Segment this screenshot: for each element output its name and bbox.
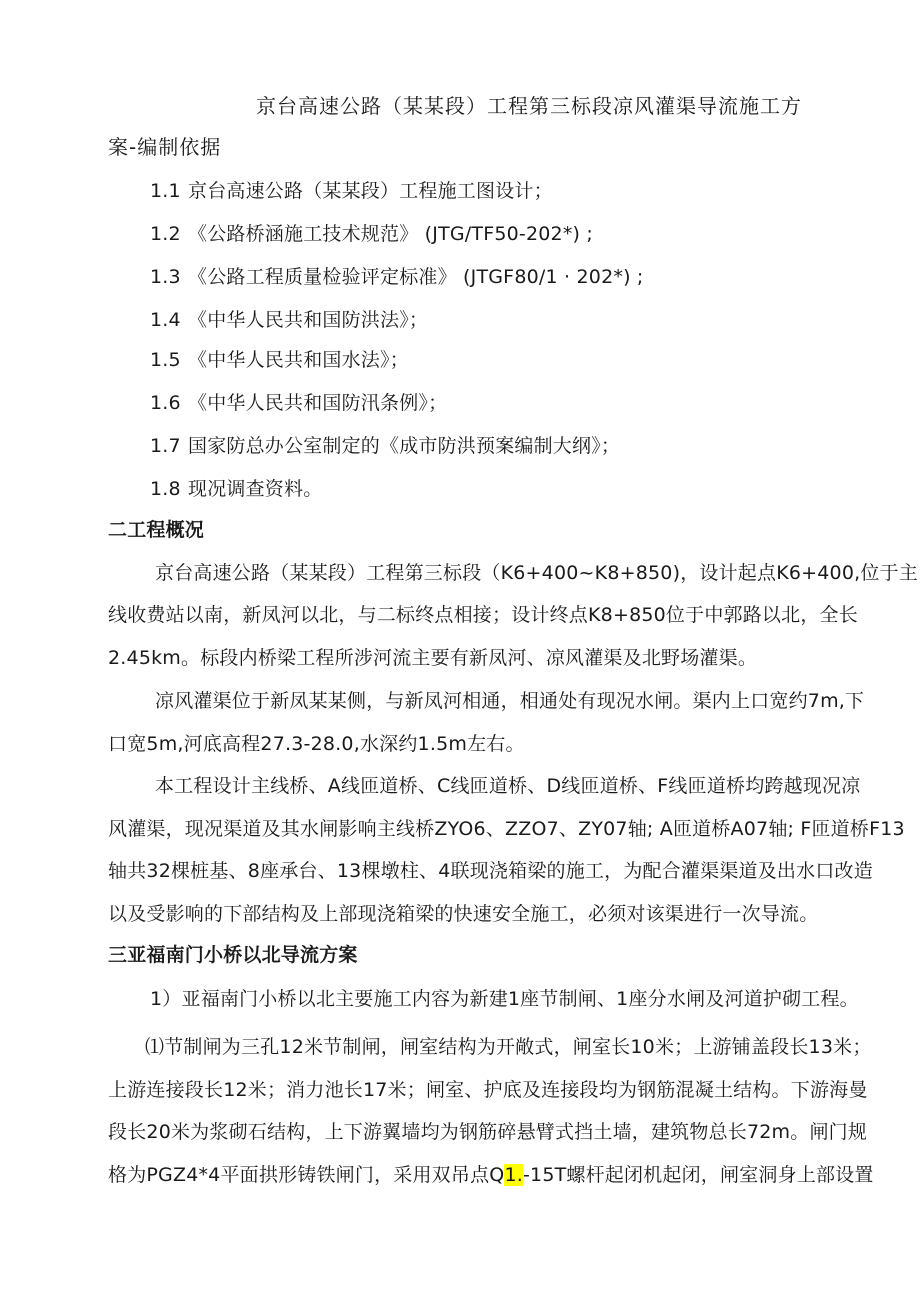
doc-title-line2: 案-编制依据 xyxy=(108,135,222,159)
basis-item-number: 1.8 xyxy=(150,478,181,500)
highlighted-text: 1. xyxy=(504,1164,523,1186)
basis-item-text: 《中华人民共和国防汛条例》； xyxy=(188,392,448,414)
section2-p1-line: 京台高速公路（某某段）工程第三标段（K6+400~K8+850)，设计起点K6+400,位于主 xyxy=(155,562,918,584)
section2-p1-line: 线收费站以南，新凤河以北，与二标终点相接；设计终点K8+850位于中郭路以北，全长 xyxy=(108,604,858,626)
basis-item-text: 《公路工程质量检验评定标准》 (JTGF80/1 · 202*) ; xyxy=(188,266,644,288)
basis-item-text: 《中华人民共和国防洪法》； xyxy=(188,309,429,331)
basis-item-number: 1.1 xyxy=(150,180,181,202)
basis-item-number: 1.6 xyxy=(150,392,181,414)
basis-item-number: 1.2 xyxy=(150,223,181,245)
basis-item xyxy=(150,176,553,206)
basis-item-text: 京台高速公路（某某段）工程施工图设计； xyxy=(188,180,553,202)
section3-p1-line: ⑴节制闸为三孔12米节制闸，闸室结构为开敞式，闸室长10米；上游铺盖段长13米； xyxy=(145,1036,872,1058)
section3-heading: 三亚福南门小桥以北导流方案 xyxy=(108,944,358,966)
section2-p3-line: 轴共32棵桩基、8座承台、13棵墩柱、4联现浇箱梁的施工，为配合灌渠渠道及出水口改造 xyxy=(108,860,873,882)
section2-p2-line: 口宽5m,河底高程27.3-28.0,水深约1.5m左右。 xyxy=(108,733,525,755)
basis-item xyxy=(150,474,322,504)
basis-item xyxy=(150,345,409,375)
section2-heading: 二工程概况 xyxy=(108,519,205,541)
doc-title-line1: 京台高速公路（某某段）工程第三标段凉风灌渠导流施工方 xyxy=(256,94,802,118)
basis-item-number: 1.5 xyxy=(150,349,181,371)
section2-p3-line: 风灌渠，现况渠道及其水闸影响主线桥ZYO6、ZZO7、ZY07轴; A匝道桥A07轴; F匝道桥F13 xyxy=(108,818,905,840)
section2-p3-line: 本工程设计主线桥、A线匝道桥、C线匝道桥、D线匝道桥、F线匝道桥均跨越现况凉 xyxy=(155,775,861,797)
basis-item xyxy=(150,262,644,292)
section2-p3-line: 以及受影响的下部结构及上部现浇箱梁的快速安全施工，必须对该渠进行一次导流。 xyxy=(108,903,819,925)
basis-item-number: 1.3 xyxy=(150,266,181,288)
basis-item xyxy=(150,431,620,461)
basis-item xyxy=(150,219,593,249)
basis-item xyxy=(150,305,428,335)
text-run: -15T螺杆起闭机起闭，闸室洞身上部设置 xyxy=(522,1164,874,1186)
section3-p1-last-line xyxy=(108,1160,874,1190)
basis-item-text: 《公路桥涵施工技术规范》 (JTG/TF50-202*) ; xyxy=(188,223,593,245)
basis-item-number: 1.7 xyxy=(150,435,181,457)
basis-item-text: 国家防总办公室制定的《成市防洪预案编制大纲》； xyxy=(188,435,621,457)
basis-item-text: 现况调查资料。 xyxy=(188,478,323,500)
section3-p1-line: 段长20米为浆砌石结构，上下游翼墙均为钢筋碎悬臂式挡土墙，建筑物总长72m。闸门规 xyxy=(108,1121,868,1143)
text-run: 格为PGZ4*4平面拱形铸铁闸门，采用双吊点Q xyxy=(108,1164,505,1186)
basis-item-text: 《中华人民共和国水法》； xyxy=(188,349,409,371)
basis-item xyxy=(150,388,447,418)
section3-p1-line: 上游连接段长12米；消力池长17米；闸室、护底及连接段均为钢筋混凝土结构。下游海曼 xyxy=(108,1079,868,1101)
section2-p1-line: 2.45km。标段内桥梁工程所涉河流主要有新凤河、凉风灌渠及北野场灌渠。 xyxy=(108,647,758,669)
basis-item-number: 1.4 xyxy=(150,309,181,331)
section3-item1: 1）亚福南门小桥以北主要施工内容为新建1座节制闸、1座分水闸及河道护砌工程。 xyxy=(150,988,859,1010)
section2-p2-line: 凉风灌渠位于新凤某某侧，与新凤河相通，相通处有现况水闸。渠内上口宽约7m,下 xyxy=(155,690,865,712)
